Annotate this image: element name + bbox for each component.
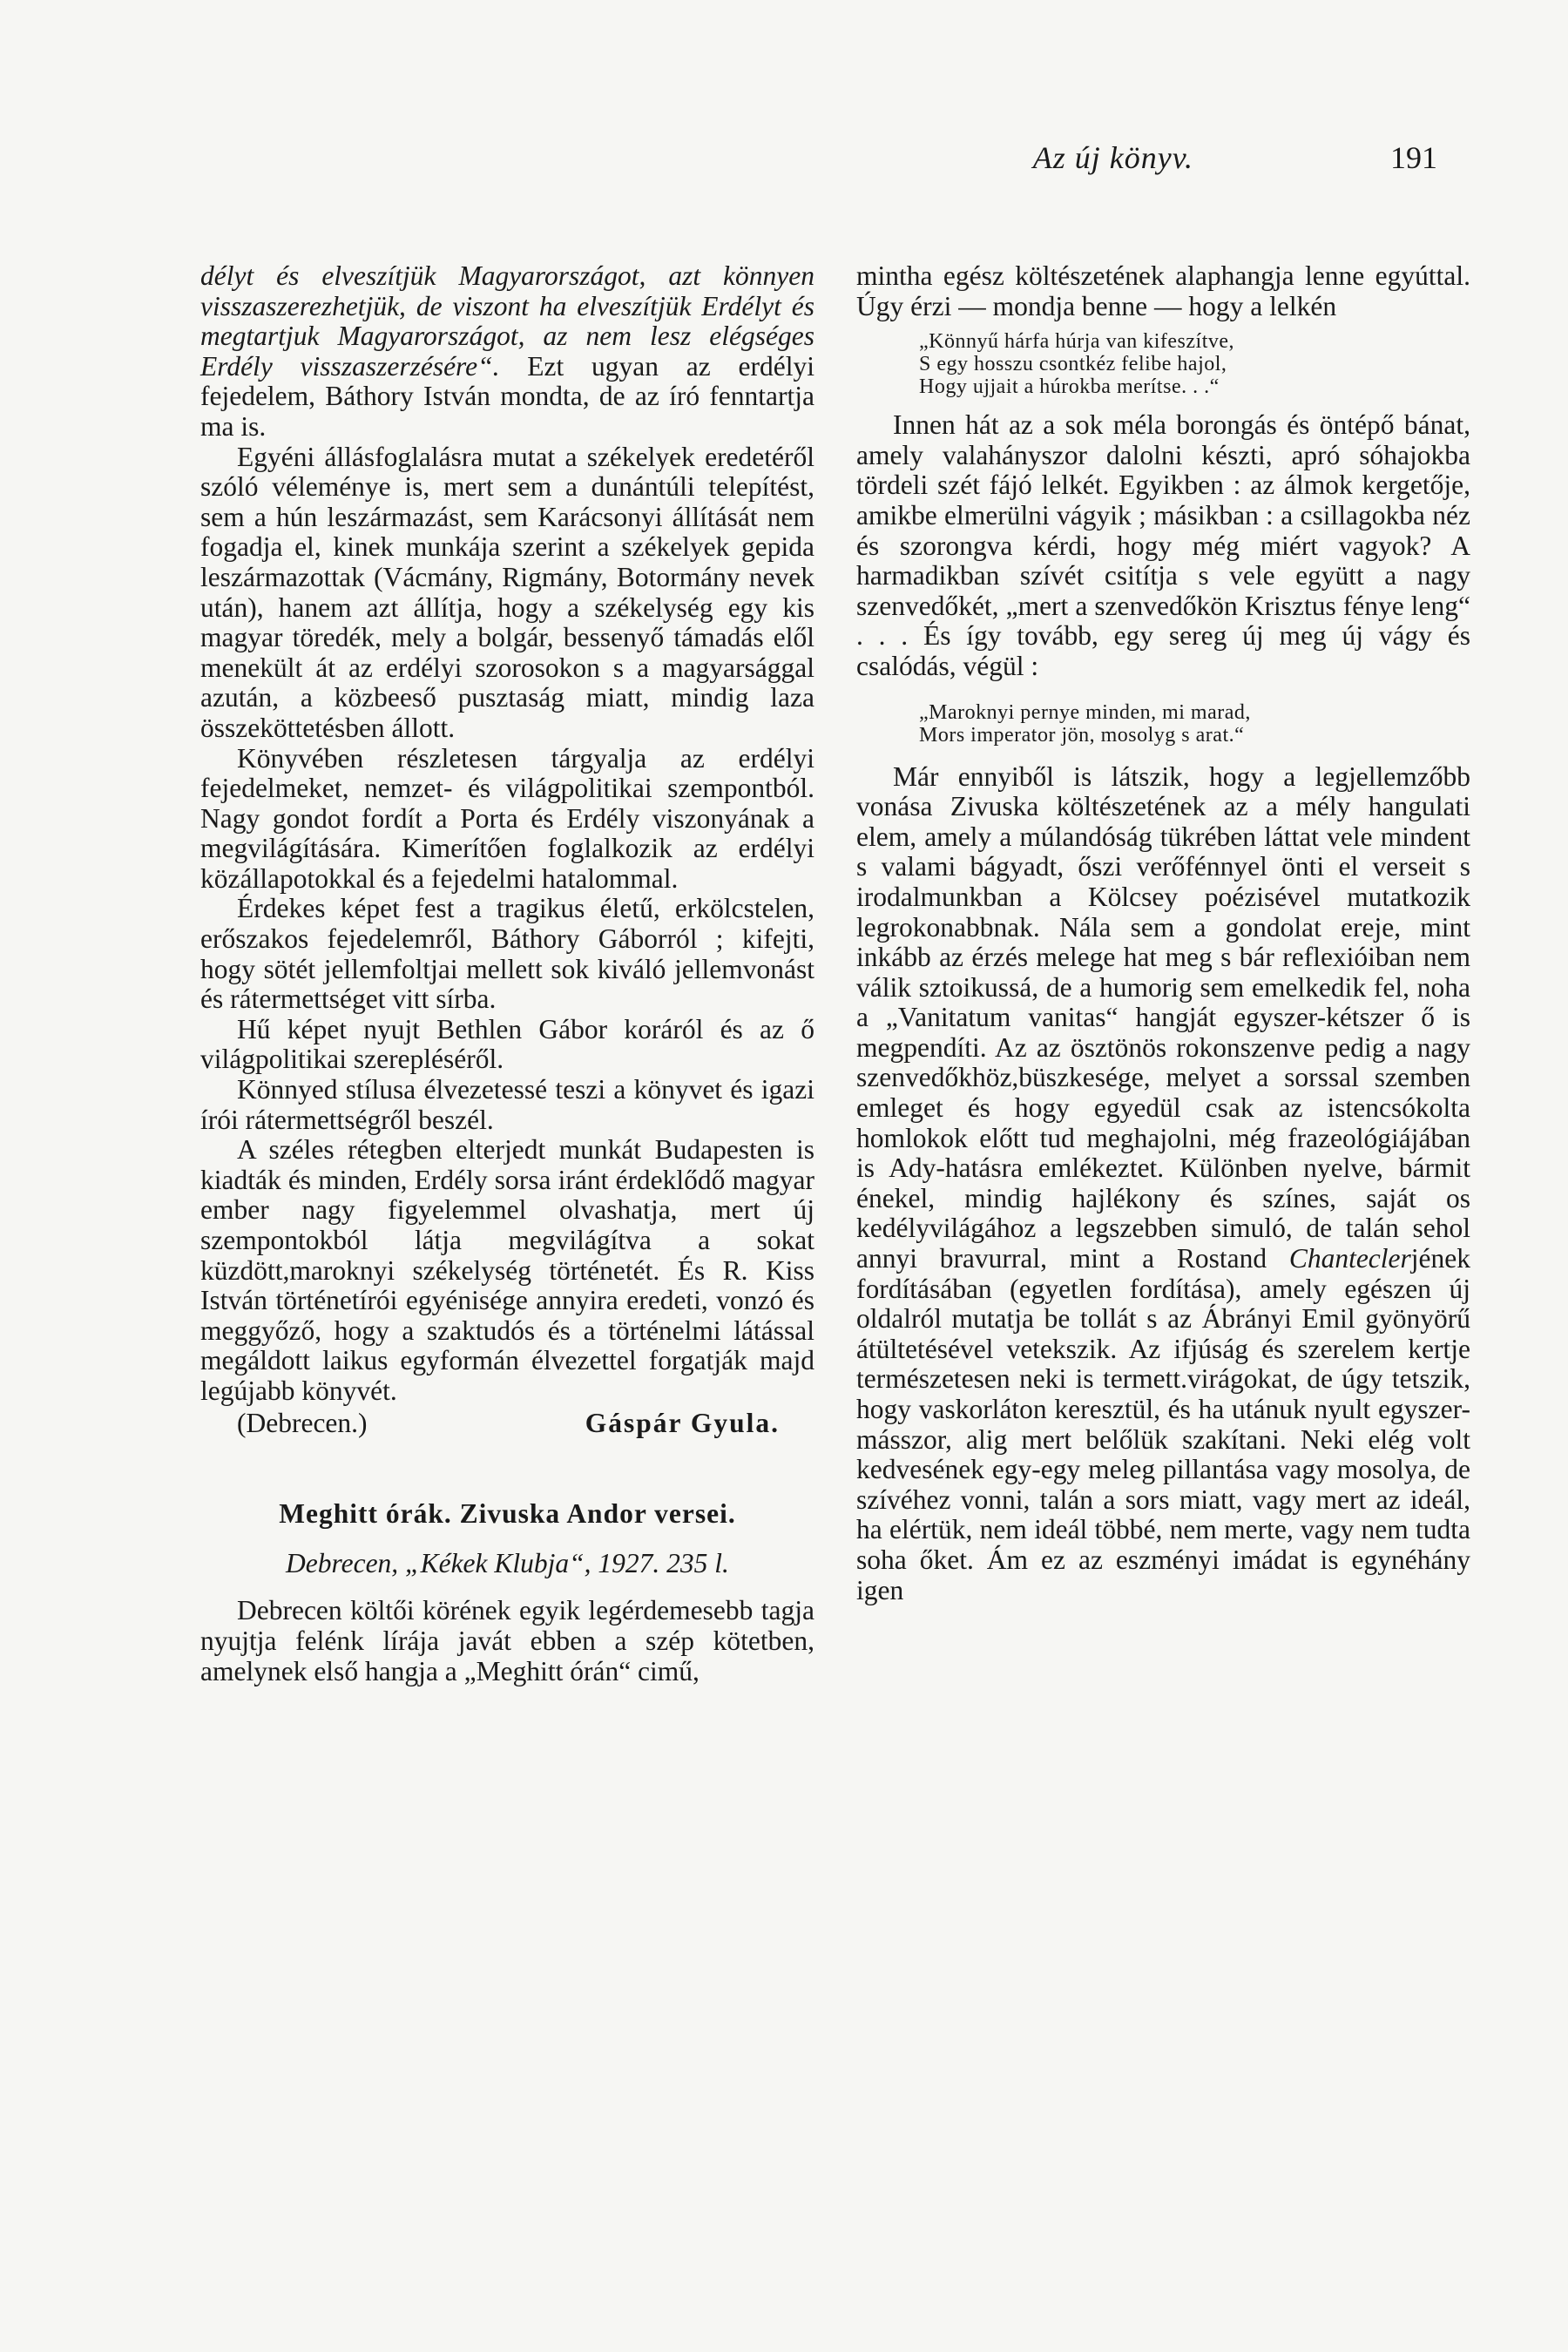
poem-quote [919, 701, 1470, 747]
paragraph: Innen hát az a sok méla borongás és öntépő bánat, amely valahányszor dalolni készti, apró sóhajokba tördeli szét fájó lelkét. Egyikben : az álmok kergetője, amikbe elmerülni vágyik ; másikban : a csillagokba néz és szorongva kérdi, hogy még miért vagyok? A harmadikban szívét csitítja s vele együtt a nagy szenvedőkét, „mert a szenvedőkön Krisztus fénye leng“ . . . És így tovább, egy sereg új meg új vágy és csalódás, végül : [856, 409, 1470, 681]
paragraph: Egyéni állásfoglalásra mutat a székelyek eredetéről szóló véleménye is, mert sem a dunántúli telepítést, sem a hún leszármazást, sem Karácsonyi állítását nem fogadja el, kinek munkája szerint a székelyek gepida leszármazottak (Vácmány, Rigmány, Botormány nevek után), hanem azt állítja, hogy a székelység egy kis magyar töredék, mely a bolgár, bessenyő támadás elől menekült át az erdélyi szorosokon s a magyarsággal azután, a közbeeső pusztaság miatt, mindig laza összeköttetésben állott. [200, 441, 814, 743]
paragraph: Érdekes képet fest a tragikus életű, erkölcstelen, erőszakos fejedelemről, Báthory Gáborról ; kifejti, hogy sötét jellemfoltjai mellett sok kiváló jellemvonást és rátermettséget vitt sírba. [200, 893, 814, 1015]
paragraph-text: Már ennyiből is látszik, hogy a legjellemzőbb vonása Zivuska költészetének az a mély hangulati elem, amely a múlandóság tükrében láttat vele mindent s valami bágyadt, őszi verőfénnyel önti el verseit s irodalmunkban a Kölcsey poézisével mutatkozik legrokonabbnak. Nála sem a gondolat ereje, mint inkább az érzés melege hat meg s bár reflexióiban nem válik sztoikussá, de a humorig sem emelkedik fel, noha a „Vanitatum vanitas“ hangját egyszer-kétszer ő is megpendíti. Az az ösztönös rokonszenve pedig a nagy szenvedőkhöz,büszkesége, melyet a sorssal szemben emleget és hogy egyedül csak az istencsókolta homlokok előtt tud meghajolni, még frazeológiájában is Ady-hatásra emlékeztet. Különben nyelve, bármit énekel, mindig hajlékony és színes, saját os kedélyvilágához a legszebben simuló, de talán sehol annyi bravurral, mint a Rostand [856, 760, 1470, 1274]
review-publication-info: Debrecen, „Kékek Klubja“, 1927. 235 l. [286, 1547, 729, 1578]
running-title: Az új könyv. [1032, 140, 1193, 175]
paragraph: A széles rétegben elterjedt munkát Budapesten is kiadták és minden, Erdély sorsa iránt érdeklődő magyar ember nagy figyelemmel olvashatja, mert új szempontokból látja megvilágítva a sokat küzdött,maroknyi székelység történetét. És R. Kiss István történetírói egyénisége annyira eredeti, vonzó és meggyőző, hogy a szaktudós és a történelmi látással megáldott laikus egyformán élvezettel forgatják majd legújabb könyvét. [200, 1134, 814, 1406]
page-header [200, 139, 1455, 178]
poem-line: „Maroknyi pernye minden, mi marad, [919, 700, 1251, 724]
paragraph: Könyvében részletesen tárgyalja az erdélyi fejedelmeket, nemzet- és világpolitikai szempontból. Nagy gondot fordít a Porta és Erdély viszonyának a megvilágítására. Kimerítően foglalkozik az erdélyi közállapotokkal és a fejedelmi hatalommal. [200, 742, 814, 894]
signature [237, 1409, 814, 1439]
poem-line: Mors imperator jön, mosolyg s arat.“ [919, 723, 1245, 747]
poem-quote [919, 330, 1470, 398]
signature-place: (Debrecen.) [237, 1407, 368, 1438]
right-column [856, 261, 1470, 1605]
paragraph [856, 762, 1470, 1606]
paragraph: Debrecen költői körének egyik legérdemesebb tagja nyujtja felénk lírája javát ebben a szép kötetben, amelynek első hangja a „Meghitt órán“ cimű, [200, 1595, 814, 1686]
paragraph: Könnyed stílusa élvezetessé teszi a könyvet és igazi írói rátermettségről beszél. [200, 1074, 814, 1135]
poem-line: Hogy ujjait a húrokba merítse. . .“ [919, 375, 1220, 399]
paragraph: Hű képet nyujt Bethlen Gábor koráról és az ő világpolitikai szerepléséről. [200, 1013, 814, 1075]
page-number: 191 [1390, 140, 1437, 175]
poem-line: „Könnyű hárfa húrja van kifeszítve, [919, 330, 1235, 354]
left-column [200, 261, 814, 1686]
paragraph-text: jének fordításában (egyetlen fordítása), amely egészen új oldalról mutatja be tollát s az Ábrányi Emil gyönyörű átültetésével vetekszik. Az ifjúság és szerelem kertje természetesen neki is termett.virágokat, de úgy tetszik, hogy vaskorláton keresztül, és ha utánuk nyult egyszer-másszor, alig mert belőlük szakítani. Neki elég volt kedvesének egy-egy meleg pillantása vagy mosolya, de szívéhez vonni, talán a sors miatt, vagy mert az ideál, ha elértük, nem ideál többé, nem merte, vagy nem tudta soha őket. Ám ez az eszményi imádat is egynéhány igen [856, 1243, 1470, 1605]
signature-name: Gáspár Gyula. [585, 1407, 780, 1438]
quote-italic: délyt és elveszítjük Magyarországot, azt könnyen visszaszerezhetjük, de viszont ha elveszítjük Erdélyt és megtartjuk Magyarországot, az nem lesz elégséges Erdély visszaszerzésére“. [200, 260, 814, 382]
paragraph: mintha egész költészetének alaphangja lenne egyúttal. Úgy érzi — mondja benne — hogy a lelkén [856, 260, 1470, 321]
review-title: Meghitt órák. Zivuska Andor versei. [279, 1498, 736, 1530]
title-italic: Chantecler [1288, 1243, 1411, 1274]
paragraph-text: Ezt ugyan az erdélyi fejedelem, Báthory István mondta, de az író fenntartja ma is. [200, 350, 814, 442]
poem-line: S egy hosszu csontkéz felibe hajol, [919, 353, 1227, 376]
paragraph [200, 261, 814, 443]
